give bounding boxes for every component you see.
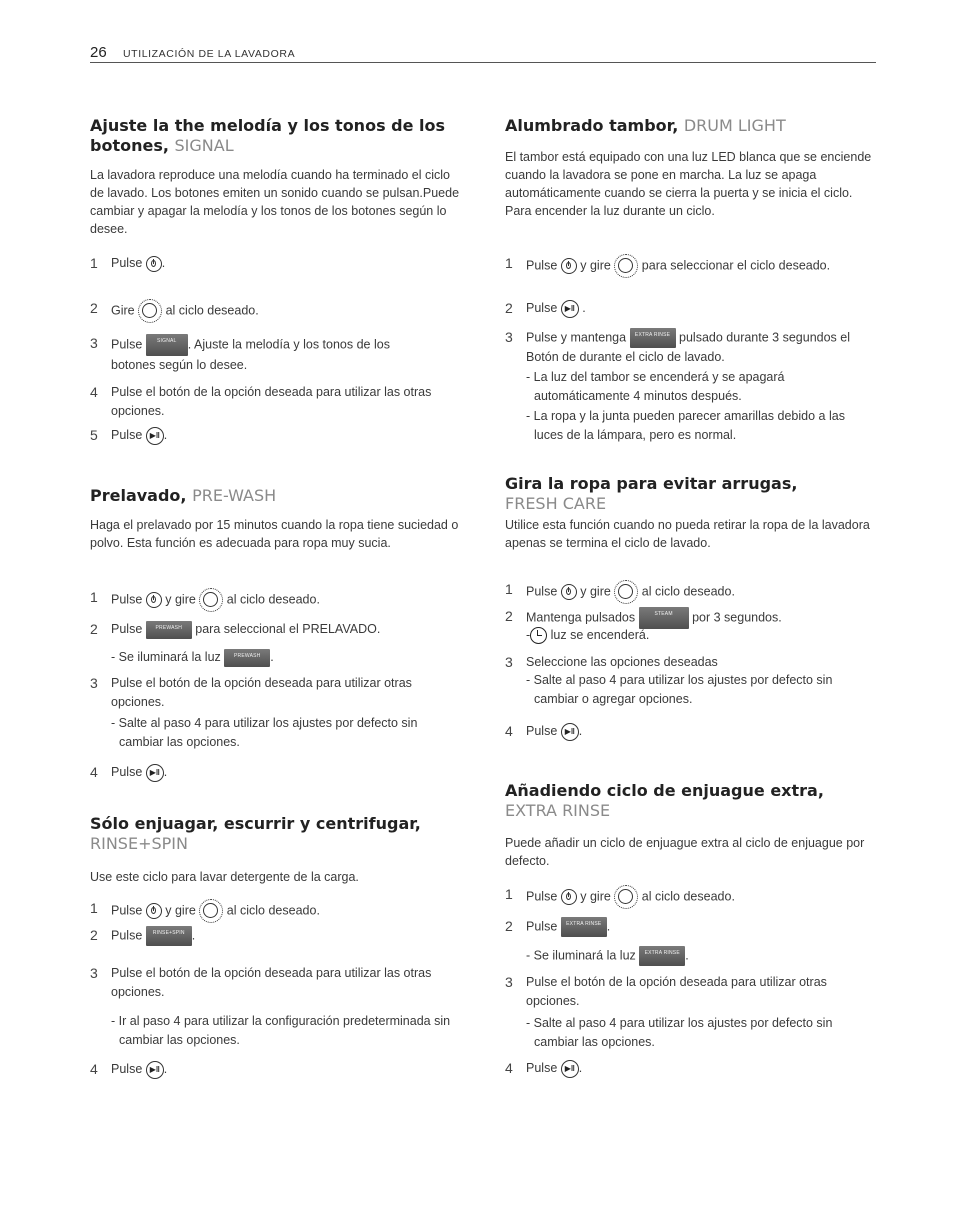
power-icon	[146, 903, 162, 919]
step-2-note: - Se iluminará la luz PREWASH .	[111, 648, 954, 667]
section-extra-rinse	[505, 781, 877, 870]
extra-rinse-button-image: EXTRA RINSE	[561, 917, 607, 937]
section-title: Alumbrado tambor, DRUM LIGHT	[505, 116, 786, 135]
cycle-dial-icon	[614, 254, 638, 278]
page-section-title: UTILIZACIÓN DE LA LAVADORA	[123, 48, 296, 60]
section-body: El tambor está equipado con una luz LED blanca que se enciende cuando la lavadora se pone en marcha. La luz se apaga automáticamente cuando se cierra la puerta y se inicia el ciclo. Para encender la luz durante un ciclo.	[505, 150, 872, 218]
power-icon	[561, 889, 577, 905]
power-icon	[146, 592, 162, 608]
extra-rinse-button-image: EXTRA RINSE	[630, 328, 676, 348]
start-pause-icon: ▶‖	[561, 1060, 579, 1078]
section-drum-light	[505, 116, 877, 220]
section-title: Añadiendo ciclo de enjuague extra, EXTRA RINSE	[505, 781, 824, 820]
power-icon	[146, 256, 162, 272]
step-3-note: - Salte al paso 4 para utilizar los ajustes por defecto sin cambiar las opciones.	[111, 716, 418, 749]
start-pause-icon: ▶‖	[561, 723, 579, 741]
power-icon	[561, 584, 577, 600]
section-signal	[90, 116, 462, 238]
page-number: 26	[90, 44, 107, 61]
section-title: Prelavado, PRE-WASH	[90, 486, 277, 505]
start-pause-icon: ▶‖	[146, 1061, 164, 1079]
start-pause-icon: ▶‖	[146, 764, 164, 782]
step-2-note: - Se iluminará la luz EXTRA RINSE .	[526, 946, 954, 966]
step-2-note: - luz se encenderá.	[526, 626, 954, 645]
step-3-note-1: - La luz del tambor se encenderá y se apagará automáticamente 4 minutos después.	[526, 370, 785, 403]
cycle-dial-icon	[614, 580, 638, 604]
cycle-dial-icon	[614, 885, 638, 909]
section-body: Haga el prelavado por 15 minutos cuando la ropa tiene suciedad o polvo. Esta función es adecuada para ropa muy sucia.	[90, 518, 459, 550]
section-rinse-spin	[90, 814, 462, 886]
step-3-note: - Salte al paso 4 para utilizar los ajustes por defecto sin cambiar o agregar opciones.	[526, 673, 833, 706]
rinse-spin-button-image: RINSE+SPIN	[146, 926, 192, 946]
section-body: Puede añadir un ciclo de enjuague extra al ciclo de enjuague por defecto.	[505, 836, 865, 868]
signal-button-image: SIGNAL	[146, 334, 188, 356]
step-3-note: - Saltе al paso 4 para utilizar los ajustes por defecto sin cambiar las opciones.	[526, 1016, 833, 1049]
section-body: La lavadora reproduce una melodía cuando ha terminado el ciclo de lavado. Los botones emiten un sonido cuando se pulsan.Puede cambiar y apagar la melodía y los tonos de los botones según lo desee.	[90, 168, 460, 236]
start-pause-icon: ▶‖	[146, 427, 164, 445]
section-title: Sólo enjuagar, escurrir y centrifugar, RINSE+SPIN	[90, 814, 421, 853]
section-title: Ajuste la the melodía y los tonos de los botones, SIGNAL	[90, 116, 446, 155]
section-body: Use este ciclo para lavar detergente de la carga.	[90, 870, 359, 884]
section-title: Gira la ropa para evitar arrugas, FRESH CARE	[505, 474, 798, 513]
cycle-dial-icon	[199, 588, 223, 612]
prewash-light-image: PREWASH	[224, 649, 270, 667]
timer-icon	[530, 627, 547, 644]
section-body: Utilice esta función cuando no pueda retirar la ropa de la lavadora apenas se termina el ciclo de lavado.	[505, 518, 870, 550]
step-3-note: - Ir al paso 4 para utilizar la configuración predeterminada sin cambiar las opciones.	[111, 1014, 451, 1047]
start-pause-icon: ▶‖	[561, 300, 579, 318]
steam-button-image: STEAM	[639, 607, 689, 629]
page-header	[90, 44, 876, 63]
section-prewash	[90, 486, 462, 552]
power-icon	[561, 258, 577, 274]
cycle-dial-icon	[138, 299, 162, 323]
prewash-button-image: PREWASH	[146, 621, 192, 639]
section-fresh-care	[505, 474, 877, 552]
cycle-dial-icon	[199, 899, 223, 923]
step-3-note-2: - La ropa y la junta pueden parecer amarillas debido a las luces de la lámpara, pero es normal.	[526, 409, 845, 442]
extra-rinse-light-image: EXTRA RINSE	[639, 946, 685, 966]
